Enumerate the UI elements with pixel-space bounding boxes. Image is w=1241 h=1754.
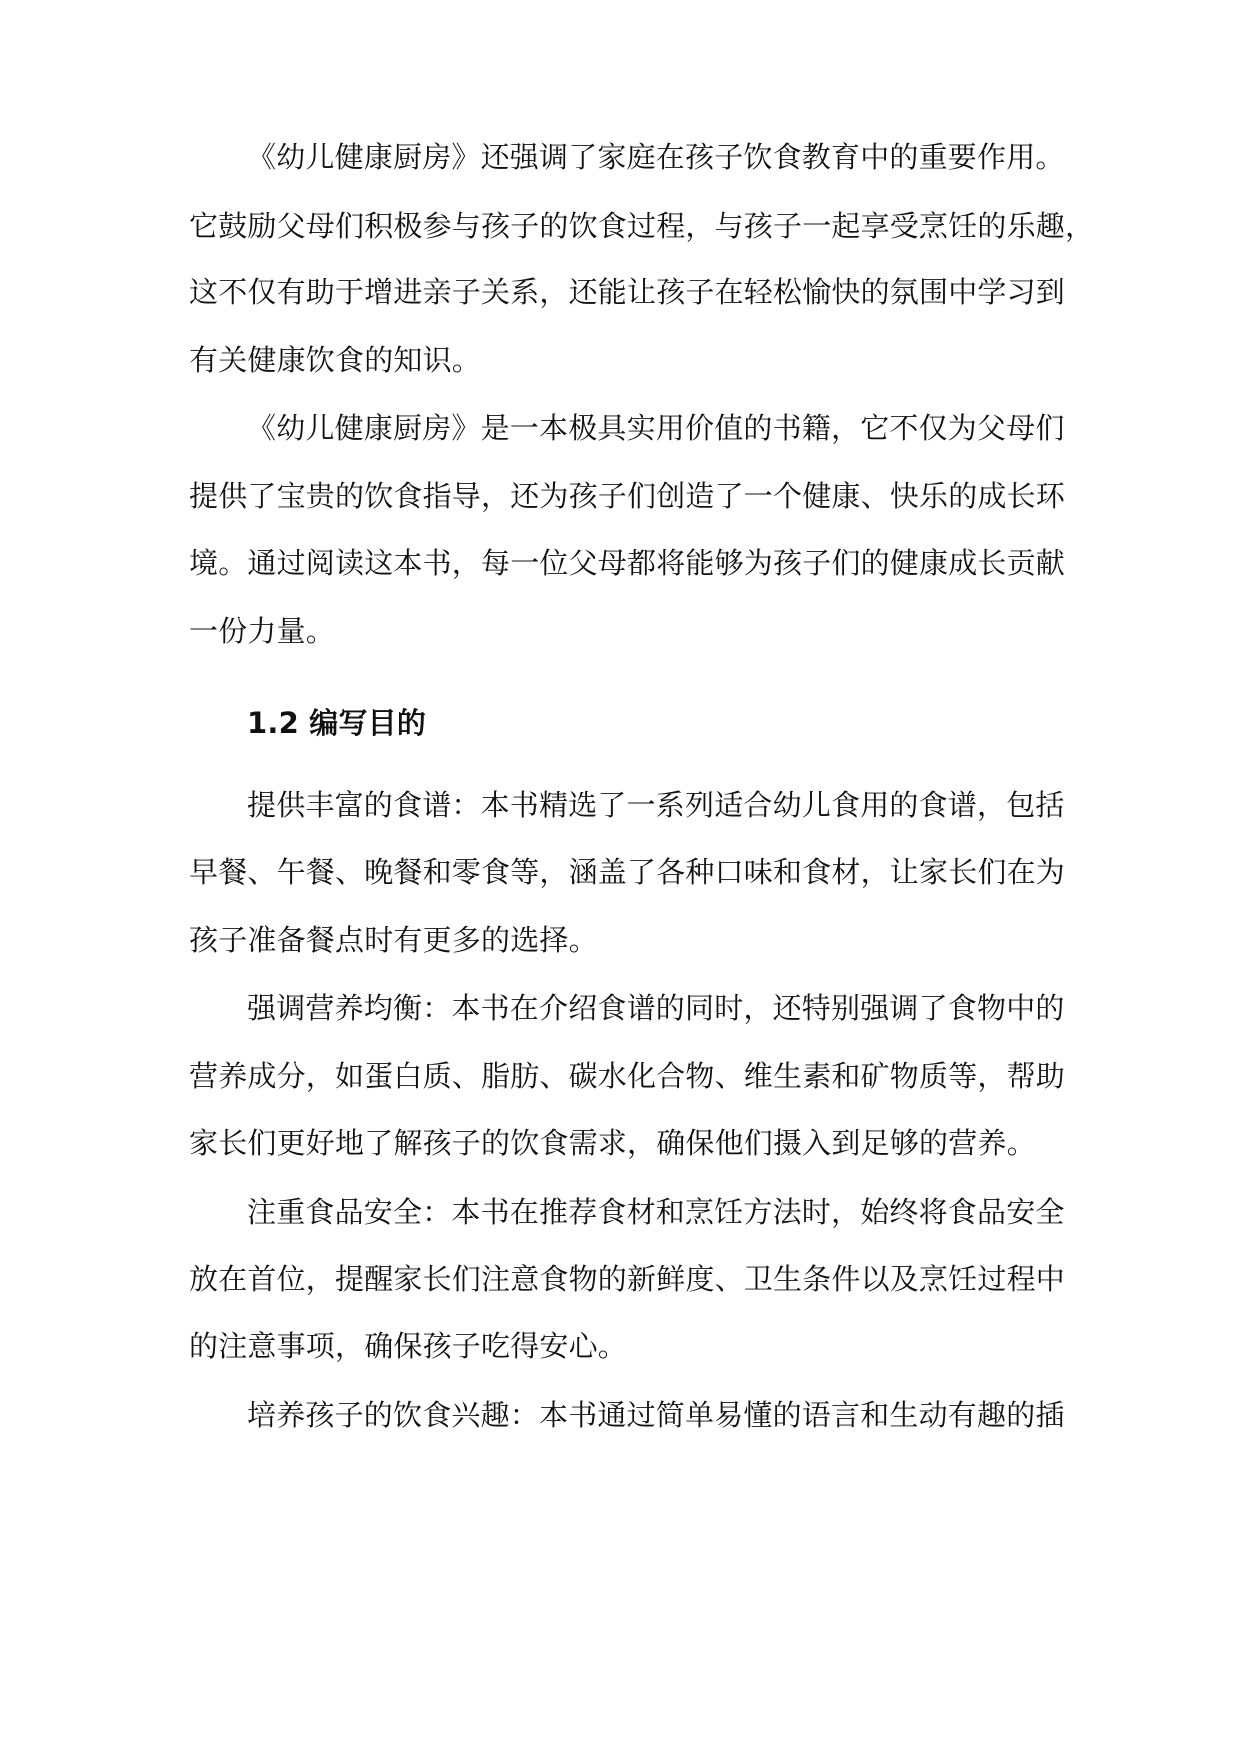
paragraph-line: 《幼儿健康厨房》还强调了家庭在孩子饮食教育中的重要作用。 [247,140,1065,174]
paragraph-line: 强调营养均衡：本书在介绍食谱的同时，还特别强调了食物中的 [247,991,1065,1025]
paragraph-line: 家长们更好地了解孩子的饮食需求，确保他们摄入到足够的营养。 [189,1126,1036,1160]
paragraph-line: 境。通过阅读这本书，每一位父母都将能够为孩子们的健康成长贡献 [189,546,1066,580]
paragraph-line: 一份力量。 [189,614,336,648]
paragraph-line: 提供丰富的食谱：本书精选了一系列适合幼儿食用的食谱，包括 [247,788,1065,822]
paragraph-line: 放在首位，提醒家长们注意食物的新鲜度、卫生条件以及烹饪过程中 [189,1262,1066,1296]
paragraph-line: 早餐、午餐、晚餐和零食等，涵盖了各种口味和食材，让家长们在为 [189,855,1066,889]
paragraph-line: 营养成分，如蛋白质、脂肪、碳水化合物、维生素和矿物质等，帮助 [189,1059,1066,1093]
paragraph-line: 这不仅有助于增进亲子关系，还能让孩子在轻松愉快的氛围中学习到 [189,275,1066,309]
paragraph-line: 培养孩子的饮食兴趣：本书通过简单易懂的语言和生动有趣的插 [247,1398,1065,1432]
paragraph-line: 的注意事项，确保孩子吃得安心。 [189,1329,628,1363]
paragraph-line: 孩子准备餐点时有更多的选择。 [189,923,598,957]
paragraph-line: 提供了宝贵的饮食指导，还为孩子们创造了一个健康、快乐的成长环 [189,479,1066,513]
paragraph-line: 有关健康饮食的知识。 [189,343,482,377]
section-heading: 1.2 编写目的 [247,706,427,740]
paragraph-line: 《幼儿健康厨房》是一本极具实用价值的书籍，它不仅为父母们 [247,411,1065,445]
paragraph-line: 注重食品安全：本书在推荐食材和烹饪方法时，始终将食品安全 [247,1195,1065,1229]
paragraph-line: 它鼓励父母们积极参与孩子的饮食过程，与孩子一起享受烹饪的乐趣， [189,209,1095,243]
